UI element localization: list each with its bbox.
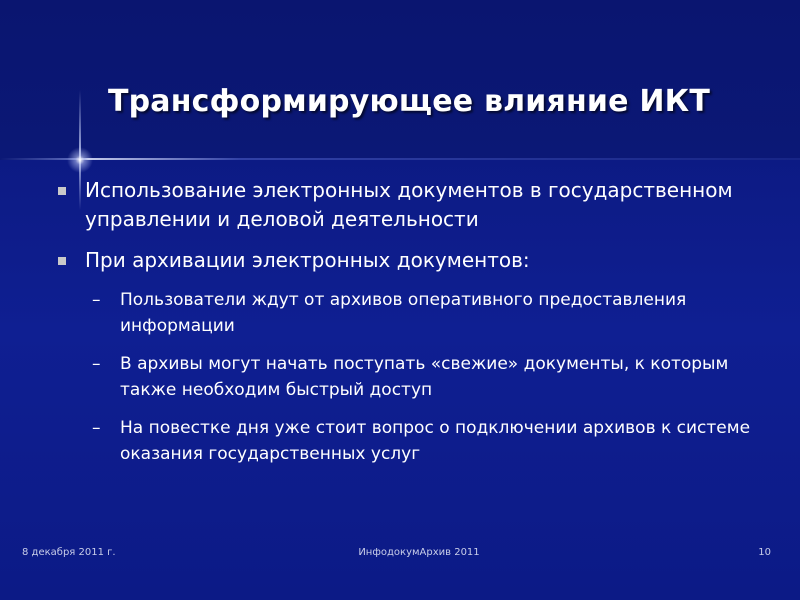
square-bullet-icon [58,187,66,195]
sub-bullet-item [52,415,772,467]
title-band [0,0,800,160]
slide-content [52,176,772,479]
dash-bullet-icon: – [92,290,101,310]
square-bullet-icon [58,257,66,265]
sparkle-icon [67,147,93,173]
bullet-item [52,176,772,234]
bullet-text: Использование электронных документов в государственном управлении и деловой деятельности [85,178,733,231]
sub-bullet-text: На повестке дня уже стоит вопрос о подключении архивов к системе оказания государственных услуг [120,418,751,464]
bullet-text: При архивации электронных документов: [85,248,530,272]
sub-bullet-item [52,351,772,403]
footer-center-text: ИнфодокумАрхив 2011 [358,547,480,558]
footer-date: 8 декабря 2011 г. [22,547,116,558]
light-streak-horizontal [0,158,800,160]
slide-title: Трансформирующее влияние ИКТ [107,84,711,119]
dash-bullet-icon: – [92,354,101,374]
bullet-item [52,246,772,275]
dash-bullet-icon: – [92,418,101,438]
sub-bullet-text: В архивы могут начать поступать «свежие» документы, к которым также необходим быстрый доступ [120,354,729,400]
sub-bullet-text: Пользователи ждут от архивов оперативного предоставления информации [120,290,687,336]
sub-bullet-item [52,287,772,339]
slide-number: 10 [758,547,771,558]
